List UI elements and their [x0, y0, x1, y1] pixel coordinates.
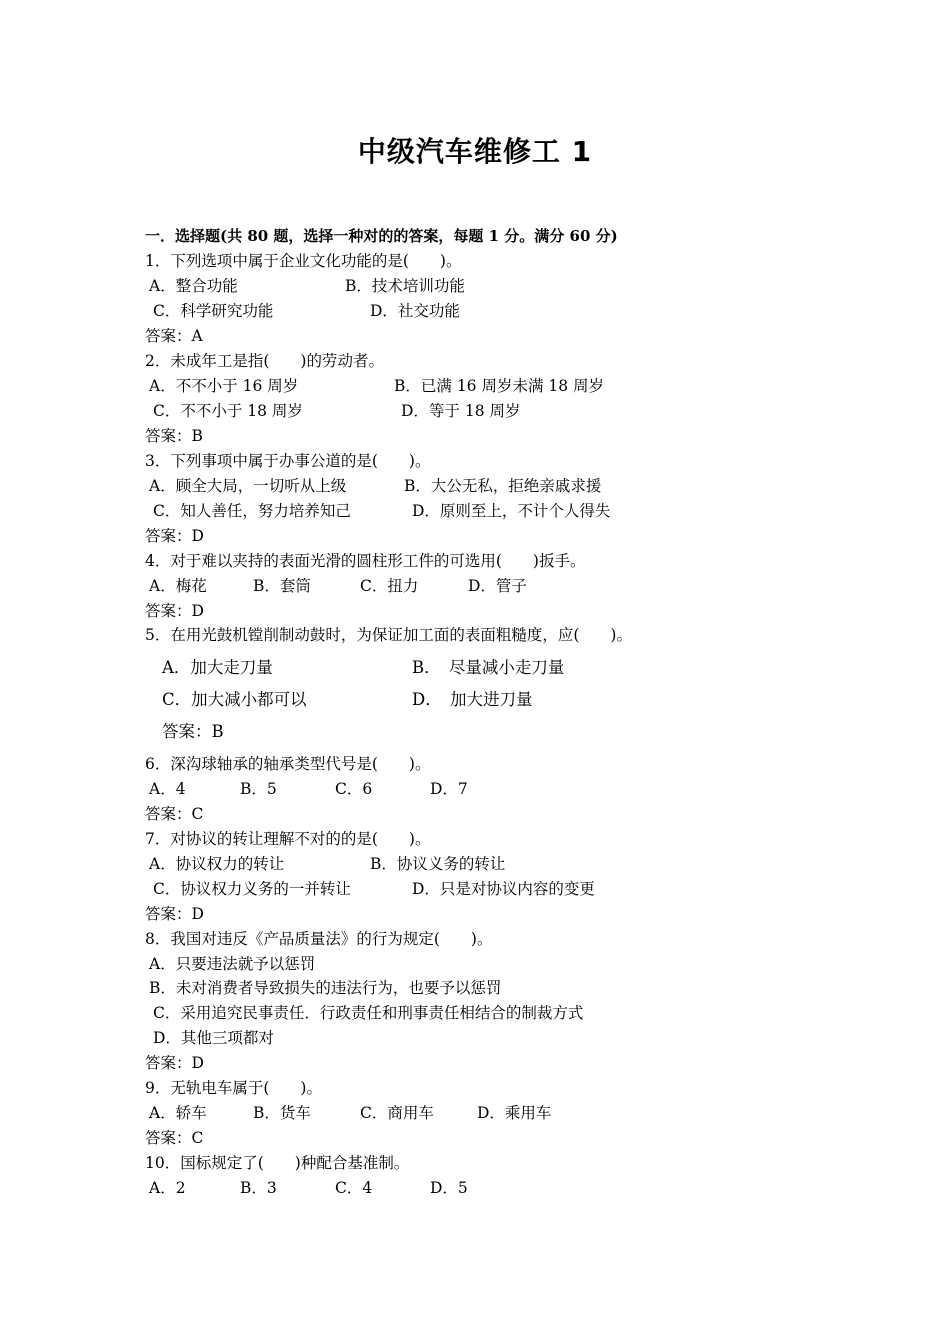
question-10-option-a: A．2	[149, 1179, 186, 1197]
question-3-stem: 3．下列事项中属于办事公道的是( )。	[145, 452, 431, 470]
question-6-option-c: C．6	[335, 780, 373, 798]
question-6-stem: 6．深沟球轴承的轴承类型代号是( )。	[145, 755, 431, 773]
question-1-answer: 答案：A	[145, 327, 203, 345]
question-3-option-a: A．顾全大局，一切听从上级	[149, 477, 347, 495]
question-3-option-d: D．原则至上，不计个人得失	[412, 502, 611, 520]
question-7-option-b: B．协议义务的转让	[370, 855, 506, 873]
question-10-stem: 10．国标规定了( )种配合基准制。	[145, 1154, 410, 1172]
question-1-option-a: A．整合功能	[149, 277, 238, 295]
question-4-stem: 4．对于难以夹持的表面光滑的圆柱形工件的可选用( )扳手。	[145, 552, 586, 570]
question-9-stem: 9．无轨电车属于( )。	[145, 1079, 322, 1097]
question-3-option-c: C．知人善任，努力培养知己	[153, 502, 351, 520]
question-4-option-b: B．套筒	[253, 577, 311, 595]
question-4-answer: 答案：D	[145, 602, 204, 620]
question-2-option-b: B．已满 16 周岁未满 18 周岁	[394, 377, 605, 395]
question-2-answer: 答案：B	[145, 427, 203, 445]
question-4-option-a: A．梅花	[149, 577, 207, 595]
question-8-option-d: D．其他三项都对	[153, 1029, 274, 1047]
question-1-option-c: C．科学研究功能	[153, 302, 274, 320]
question-6-answer: 答案：C	[145, 805, 204, 823]
question-9-option-c: C．商用车	[360, 1104, 434, 1122]
question-7-option-a: A．协议权力的转让	[149, 855, 285, 873]
question-10-option-b: B．3	[240, 1179, 277, 1197]
question-9-option-d: D．乘用车	[477, 1104, 552, 1122]
section-heading: 一．选择题(共 80 题，选择一种对的的答案，每题 1 分。满分 60 分)	[145, 227, 618, 245]
question-7-option-c: C．协议权力义务的一并转让	[153, 880, 351, 898]
question-2-stem: 2．未成年工是指( )的劳动者。	[145, 352, 384, 370]
question-7-stem: 7．对协议的转让理解不对的的是( )。	[145, 830, 431, 848]
question-5-answer: 答案：B	[162, 722, 224, 741]
question-8-stem: 8．我国对违反《产品质量法》的行为规定( )。	[145, 930, 493, 948]
question-5-option-a: A．加大走刀量	[162, 658, 273, 677]
question-9-answer: 答案：C	[145, 1129, 204, 1147]
question-8-answer: 答案：D	[145, 1054, 204, 1072]
document-title: 中级汽车维修工 1	[357, 135, 593, 168]
question-9-option-a: A．轿车	[149, 1104, 207, 1122]
question-8-option-c: C．采用追究民事责任．行政责任和刑事责任相结合的制裁方式	[153, 1004, 584, 1022]
question-2-option-c: C．不不小于 18 周岁	[153, 402, 303, 420]
question-1-option-b: B．技术培训功能	[345, 277, 465, 295]
question-4-option-d: D．管子	[468, 577, 527, 595]
question-9-option-b: B．货车	[253, 1104, 311, 1122]
question-6-option-a: A．4	[149, 780, 186, 798]
question-4-option-c: C．扭力	[360, 577, 419, 595]
question-5-option-c: C．加大减小都可以	[162, 690, 307, 709]
question-2-option-a: A．不不小于 16 周岁	[149, 377, 299, 395]
question-10-option-d: D．5	[430, 1179, 468, 1197]
question-1-stem: 1．下列选项中属于企业文化功能的是( )。	[145, 252, 462, 270]
question-6-option-d: D．7	[430, 780, 468, 798]
question-6-option-b: B．5	[240, 780, 277, 798]
question-8-option-a: A．只要违法就予以惩罚	[149, 955, 316, 973]
question-5-option-d: D． 加大进刀量	[412, 690, 533, 709]
question-10-option-c: C．4	[335, 1179, 373, 1197]
question-5-stem: 5．在用光鼓机镗削制动鼓时，为保证加工面的表面粗糙度，应( )。	[145, 626, 632, 644]
question-7-option-d: D．只是对协议内容的变更	[412, 880, 595, 898]
question-3-answer: 答案：D	[145, 527, 204, 545]
question-5-option-b: B． 尽量减小走刀量	[412, 658, 565, 677]
question-2-option-d: D．等于 18 周岁	[401, 402, 521, 420]
question-1-option-d: D．社交功能	[370, 302, 460, 320]
question-7-answer: 答案：D	[145, 905, 204, 923]
question-8-option-b: B．未对消费者导致损失的违法行为，也要予以惩罚	[149, 979, 502, 997]
question-3-option-b: B．大公无私，拒绝亲戚求援	[404, 477, 602, 495]
